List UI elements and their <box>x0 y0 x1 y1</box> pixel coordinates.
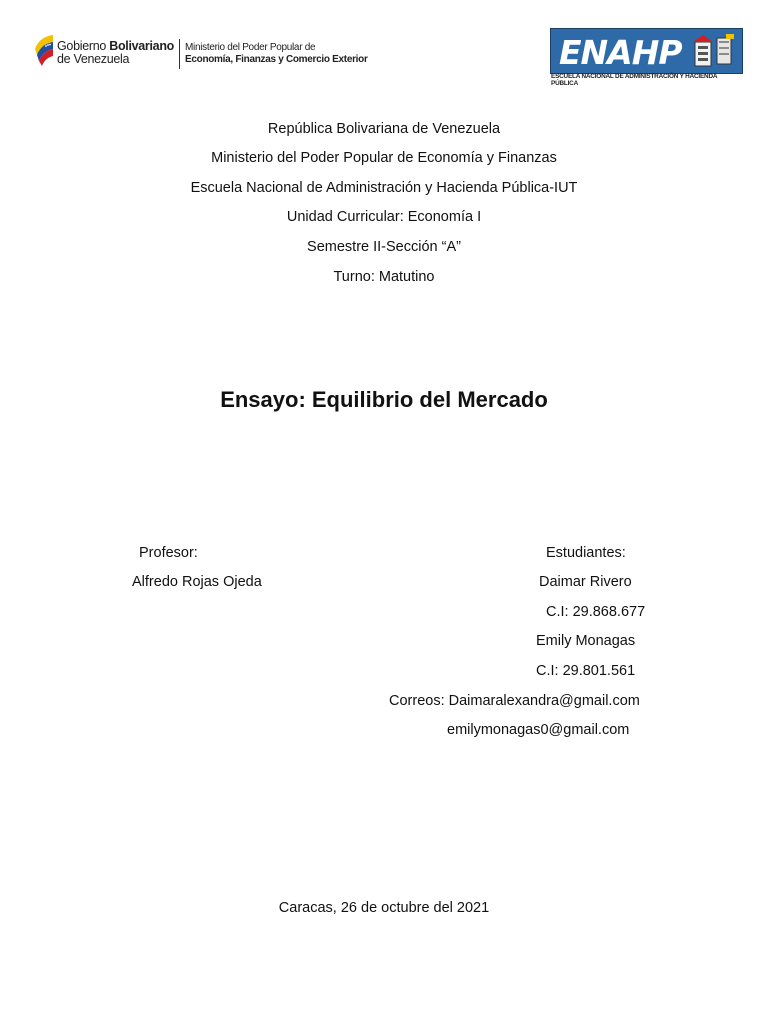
header-line-ministry: Ministerio del Poder Popular de Economía y Finanzas <box>211 150 557 166</box>
emails-line: emilymonagas0@gmail.com <box>447 722 630 738</box>
enahp-logo <box>550 28 743 87</box>
gov-name-line2: de Venezuela <box>57 52 130 66</box>
enahp-logo-text: ENAHP <box>559 33 682 72</box>
ministry-line2: Economía, Finanzas y Comercio Exterior <box>185 54 368 65</box>
professor-name: Alfredo Rojas Ojeda <box>132 574 262 590</box>
students-label: Estudiantes: <box>546 545 626 561</box>
gov-name-regular: Gobierno <box>57 39 107 53</box>
header-line-republic: República Bolivariana de Venezuela <box>267 121 501 137</box>
header-line-shift: Turno: Matutino <box>333 269 435 285</box>
building-icon <box>691 32 737 70</box>
ministry-line1: Ministerio del Poder Popular de <box>185 42 316 53</box>
place-date: Caracas, 26 de octubre del 2021 <box>278 900 490 916</box>
ministry-name <box>185 42 368 66</box>
essay-title: Ensayo: Equilibrio del Mercado <box>220 387 548 412</box>
enahp-subtitle: ESCUELA NACIONAL DE ADMINISTRACIÓN Y HACIENDA PÚBLICA <box>551 73 718 87</box>
logo-divider <box>179 39 180 69</box>
enahp-logo-box <box>550 28 743 74</box>
government-logo <box>33 33 368 73</box>
emails-line: Correos: Daimaralexandra@gmail.com <box>389 693 640 709</box>
gov-name-bold: Bolivariano <box>109 39 174 53</box>
student-id: C.I: 29.868.677 <box>546 604 646 620</box>
government-name <box>57 40 174 66</box>
student-id: C.I: 29.801.561 <box>536 663 636 679</box>
header-line-course: Unidad Curricular: Economía I <box>286 209 482 225</box>
venezuela-flag-icon <box>33 33 55 67</box>
student-name: Daimar Rivero <box>539 574 632 590</box>
header-line-semester: Semestre II-Sección “A” <box>307 239 461 255</box>
header-line-school: Escuela Nacional de Administración y Hacienda Pública-IUT <box>190 180 578 196</box>
student-name: Emily Monagas <box>536 633 636 649</box>
professor-label: Profesor: <box>139 545 198 561</box>
